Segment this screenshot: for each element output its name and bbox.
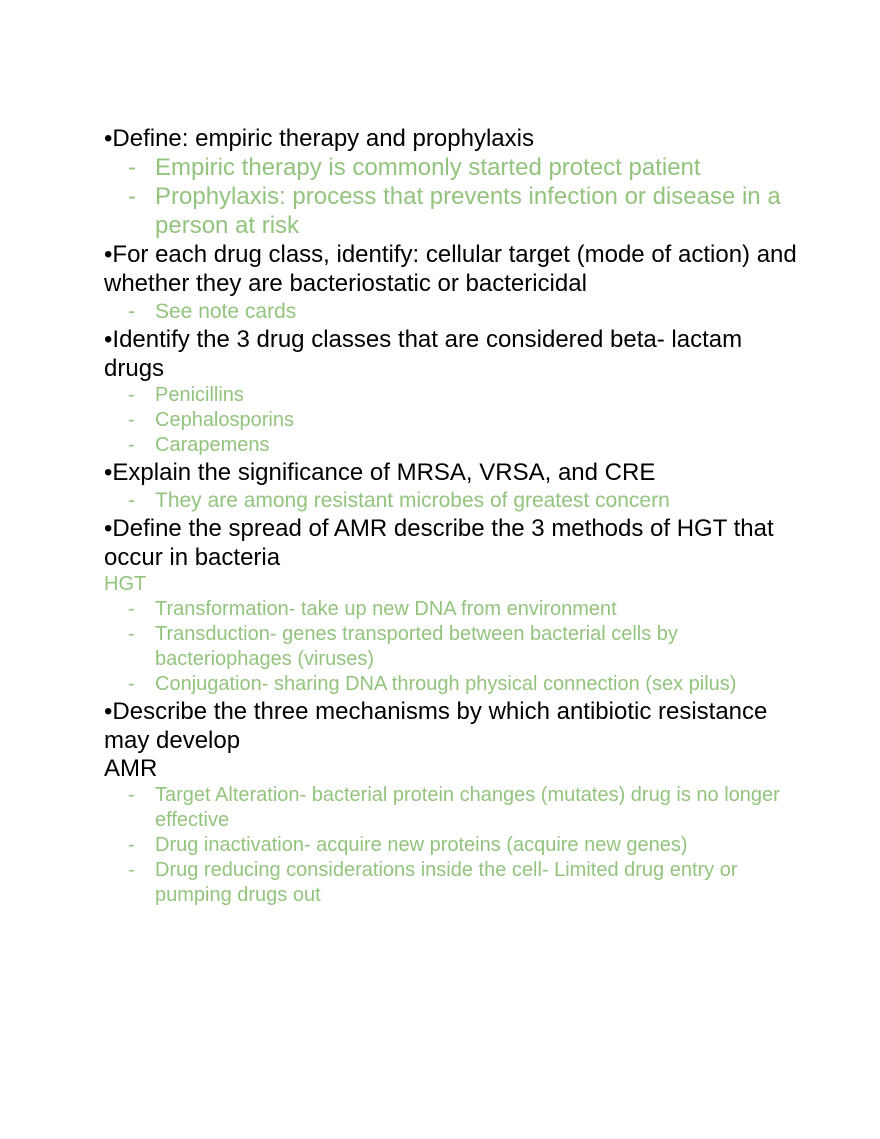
answer-item [104, 833, 804, 858]
question-resistance-mechanisms: •Describe the three mechanisms by which antibiotic resistance may develop [104, 698, 768, 754]
dash-bullet: - [128, 409, 135, 431]
answer-list [104, 783, 804, 908]
answer-item [104, 383, 804, 408]
answer-list [104, 383, 804, 458]
answer-text: See note cards [155, 300, 297, 323]
answer-list [104, 298, 804, 325]
dash-bullet: - [128, 598, 135, 620]
answer-item [104, 622, 804, 672]
dash-bullet: - [128, 784, 135, 806]
study-notes-page [104, 124, 804, 908]
answer-text: Penicillins [155, 384, 244, 406]
answer-item [104, 433, 804, 458]
answer-text: Conjugation- sharing DNA through physical connection (sex pilus) [155, 673, 737, 695]
answer-item [104, 298, 804, 325]
answer-text: Target Alteration- bacterial protein changes (mutates) drug is no longer effective [155, 784, 780, 831]
answer-list [104, 153, 804, 240]
dash-bullet: - [128, 859, 135, 881]
answer-text: They are among resistant microbes of greatest concern [155, 489, 670, 512]
dash-bullet: - [128, 183, 136, 210]
answer-item [104, 783, 804, 833]
subheading-hgt: HGT [104, 573, 147, 595]
answer-text: Empiric therapy is commonly started protect patient [155, 154, 701, 181]
answer-text: Drug inactivation- acquire new proteins (acquire new genes) [155, 834, 688, 856]
dash-bullet: - [128, 154, 136, 181]
dash-bullet: - [128, 434, 135, 456]
answer-item [104, 153, 804, 182]
answer-text: Carapemens [155, 434, 270, 456]
question-mrsa-significance: •Explain the significance of MRSA, VRSA, and CRE [104, 459, 656, 486]
answer-list [104, 597, 804, 697]
answer-text: Drug reducing considerations inside the cell- Limited drug entry or pumping drugs out [155, 859, 738, 906]
question-drug-class-target: •For each drug class, identify: cellular target (mode of action) and whether they are bacteriostatic or bactericidal [104, 241, 797, 297]
answer-text: Transduction- genes transported between bacterial cells by bacteriophages (viruses) [155, 623, 678, 670]
answer-text: Transformation- take up new DNA from environment [155, 598, 617, 620]
dash-bullet: - [128, 834, 135, 856]
answer-item [104, 597, 804, 622]
dash-bullet: - [128, 384, 135, 406]
dash-bullet: - [128, 623, 135, 645]
dash-bullet: - [128, 673, 135, 695]
answer-text: Cephalosporins [155, 409, 294, 431]
answer-item [104, 672, 804, 697]
answer-item [104, 408, 804, 433]
question-empiric-therapy: •Define: empiric therapy and prophylaxis [104, 125, 534, 152]
answer-item [104, 182, 804, 240]
dash-bullet: - [128, 489, 135, 512]
answer-item [104, 858, 804, 908]
answer-text: Prophylaxis: process that prevents infection or disease in a person at risk [155, 183, 781, 239]
subheading-amr: AMR [104, 755, 158, 782]
answer-item [104, 487, 804, 514]
question-amr-spread: •Define the spread of AMR describe the 3 methods of HGT that occur in bacteria [104, 515, 774, 571]
answer-list [104, 487, 804, 514]
dash-bullet: - [128, 300, 135, 323]
question-beta-lactam: •Identify the 3 drug classes that are considered beta- lactam drugs [104, 326, 743, 382]
